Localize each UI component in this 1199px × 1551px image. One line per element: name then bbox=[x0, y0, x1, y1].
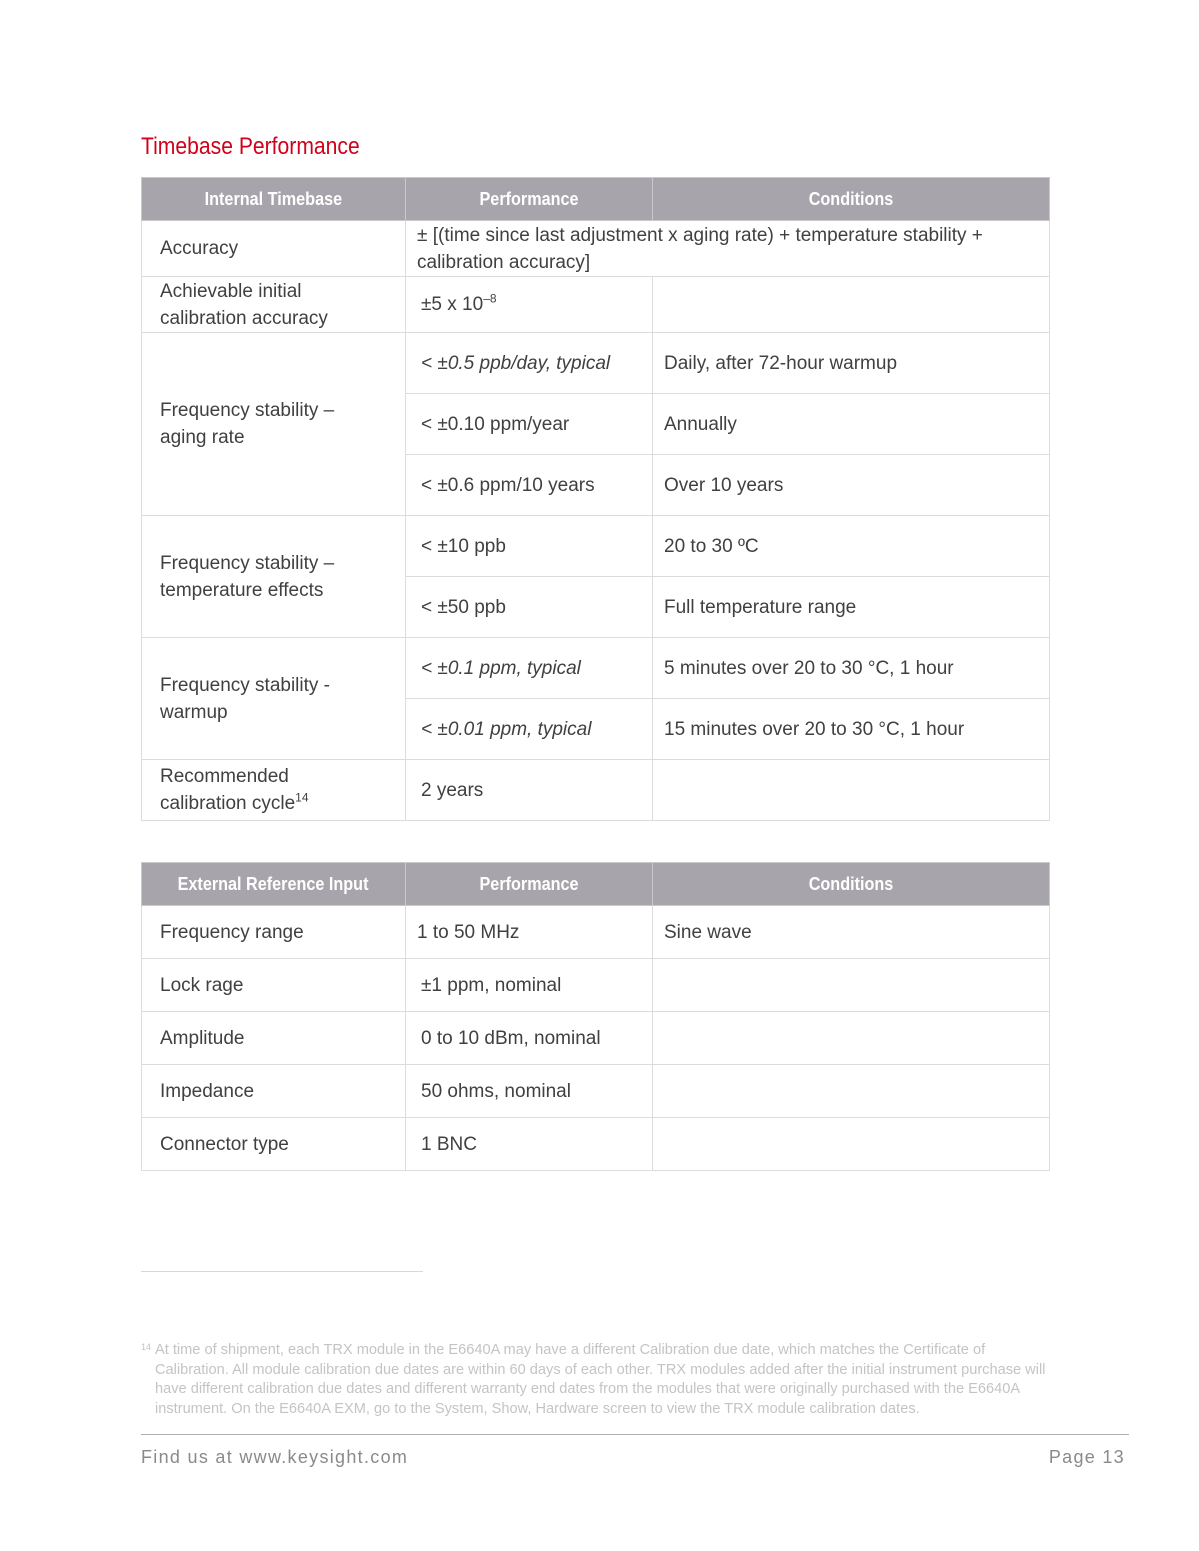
row-value: < ±50 ppb bbox=[406, 577, 653, 638]
row-value: < ±0.10 ppm/year bbox=[406, 394, 653, 455]
header-internal-timebase: Internal Timebase bbox=[142, 178, 406, 221]
row-condition bbox=[653, 959, 1050, 1012]
row-label: Lock rage bbox=[142, 959, 406, 1012]
row-value: 2 years bbox=[406, 760, 653, 821]
row-label: Connector type bbox=[142, 1118, 406, 1171]
row-condition: Daily, after 72-hour warmup bbox=[653, 333, 1050, 394]
footer-divider bbox=[141, 1434, 1129, 1435]
row-value: 1 to 50 MHz bbox=[406, 906, 653, 959]
footer-website: Find us at www.keysight.com bbox=[141, 1447, 409, 1467]
header-performance: Performance bbox=[406, 863, 653, 906]
row-label: Accuracy bbox=[142, 221, 406, 277]
internal-timebase-table bbox=[141, 177, 1050, 821]
row-label: Frequency stability – temperature effects bbox=[142, 516, 406, 638]
table-row bbox=[142, 221, 1050, 277]
row-condition bbox=[653, 1012, 1050, 1065]
footnote bbox=[141, 1341, 1056, 1419]
row-condition: Annually bbox=[653, 394, 1050, 455]
row-value: ±5 x $10^{-8}$ bbox=[406, 277, 653, 333]
row-value: < ±10 ppb bbox=[406, 516, 653, 577]
external-reference-table bbox=[141, 862, 1050, 1171]
row-label: Achievable initial calibration accuracy bbox=[142, 277, 406, 333]
row-condition: 15 minutes over 20 to 30 °C, 1 hour bbox=[653, 699, 1050, 760]
table-row bbox=[142, 1118, 1050, 1171]
footnote-separator bbox=[141, 1271, 423, 1272]
row-value: < ±0.1 ppm, typical bbox=[406, 638, 653, 699]
table-row bbox=[142, 638, 1050, 699]
row-condition: Sine wave bbox=[653, 906, 1050, 959]
row-label: Frequency range bbox=[142, 906, 406, 959]
row-condition bbox=[653, 760, 1050, 821]
table-header-row bbox=[142, 178, 1050, 221]
row-value: ± [(time since last adjustment x aging rate) + temperature stability + calibration accuracy] bbox=[406, 221, 1050, 277]
footnote-text: At time of shipment, each TRX module in the E6640A may have a different Calibration due date, which matches the Certificate of Calibration. All module calibration due dates are within 60 days of each other. TRX modules added after the initial instrument purchase will have different calibration due dates and different warranty end dates from the modules that were originally purchased with the E6640A instrument. On the E6640A EXM, go to the System, Show, Hardware screen to view the TRX module calibration dates. bbox=[155, 1342, 1046, 1417]
row-label: Frequency stability - warmup bbox=[142, 638, 406, 760]
table-row bbox=[142, 516, 1050, 577]
row-value: ±1 ppm, nominal bbox=[406, 959, 653, 1012]
footnote-ref: 14 bbox=[295, 790, 309, 805]
header-performance: Performance bbox=[406, 178, 653, 221]
row-condition: Full temperature range bbox=[653, 577, 1050, 638]
header-conditions: Conditions bbox=[653, 178, 1050, 221]
footnote-mark: 14 bbox=[141, 1342, 152, 1352]
row-value: 50 ohms, nominal bbox=[406, 1065, 653, 1118]
row-condition bbox=[653, 1065, 1050, 1118]
row-label: Frequency stability – aging rate bbox=[142, 333, 406, 516]
row-condition bbox=[653, 277, 1050, 333]
row-label: Impedance bbox=[142, 1065, 406, 1118]
row-value: < ±0.5 ppb/day, typical bbox=[406, 333, 653, 394]
row-label: Amplitude bbox=[142, 1012, 406, 1065]
row-condition: 5 minutes over 20 to 30 °C, 1 hour bbox=[653, 638, 1050, 699]
table-row bbox=[142, 906, 1050, 959]
table-row bbox=[142, 760, 1050, 821]
row-value: < ±0.01 ppm, typical bbox=[406, 699, 653, 760]
table-row bbox=[142, 1012, 1050, 1065]
table-row bbox=[142, 333, 1050, 394]
header-conditions: Conditions bbox=[653, 863, 1050, 906]
table-row bbox=[142, 1065, 1050, 1118]
section-title: Timebase Performance bbox=[141, 133, 360, 160]
header-external-reference-input: External Reference Input bbox=[142, 863, 406, 906]
row-condition: Over 10 years bbox=[653, 455, 1050, 516]
row-label: Recommended calibration cycle$^{14}$ bbox=[142, 760, 406, 821]
row-condition: 20 to 30 ºC bbox=[653, 516, 1050, 577]
row-value: < ±0.6 ppm/10 years bbox=[406, 455, 653, 516]
table-header-row bbox=[142, 863, 1050, 906]
row-value: 1 BNC bbox=[406, 1118, 653, 1171]
row-condition bbox=[653, 1118, 1050, 1171]
table-row bbox=[142, 277, 1050, 333]
row-value: 0 to 10 dBm, nominal bbox=[406, 1012, 653, 1065]
footer-page-number: Page 13 bbox=[1048, 1447, 1125, 1467]
table-row bbox=[142, 959, 1050, 1012]
